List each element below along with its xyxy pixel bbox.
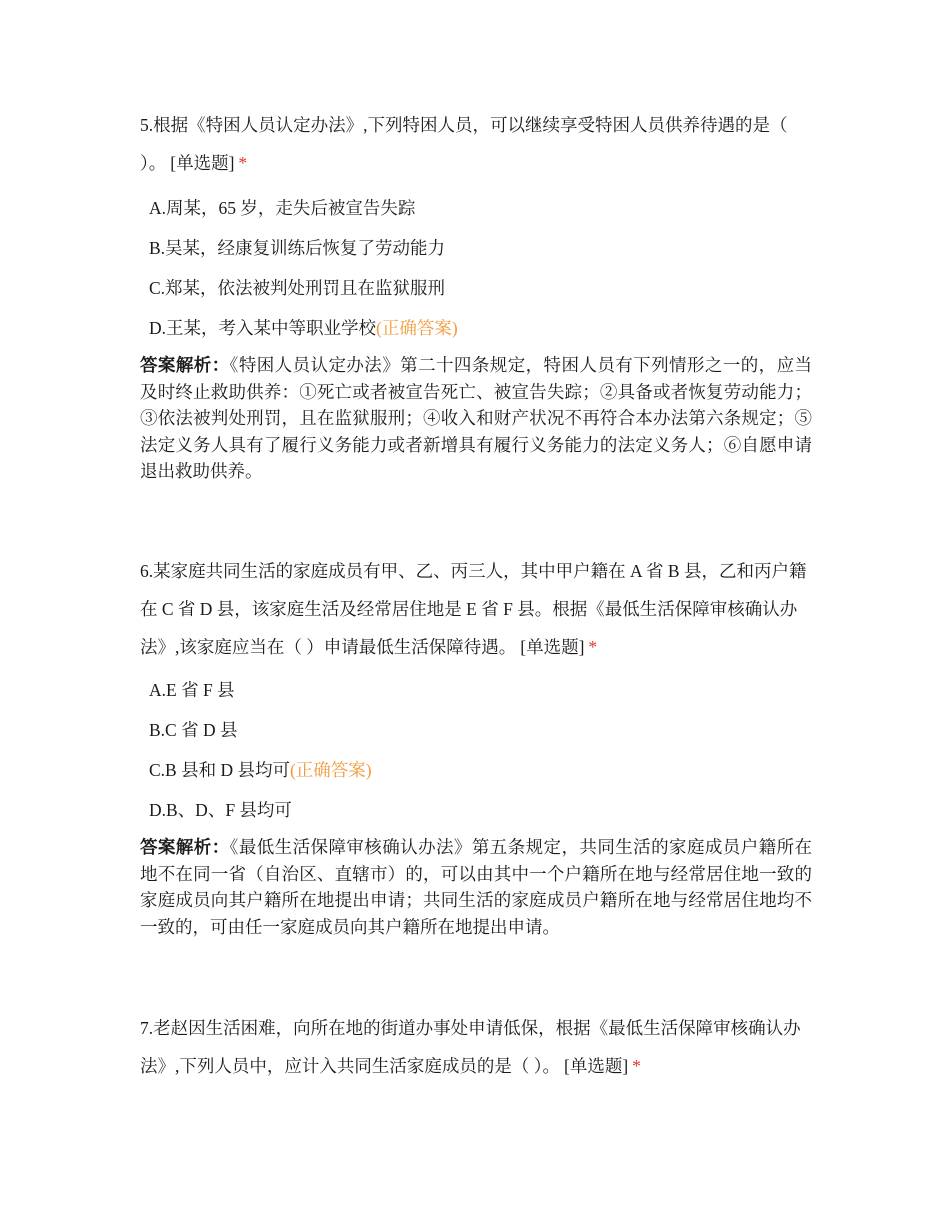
option-text: C.B 县和 D 县均可 bbox=[149, 760, 290, 780]
question-text bbox=[140, 1009, 812, 1085]
question-stem: 6.某家庭共同生活的家庭成员有甲、乙、丙三人，其中甲户籍在 A 省 B 县，乙和丙户籍在 C 省 D 县，该家庭生活及经常居住地是 E 省 F 县。根据《最低生活保障审核确认办法》,该家庭应当在（ ）申请最低生活保障待遇。 bbox=[140, 561, 807, 657]
question-7 bbox=[140, 1009, 812, 1085]
option-b[interactable] bbox=[149, 228, 812, 268]
correct-answer-label: (正确答案) bbox=[376, 318, 458, 338]
question-5 bbox=[140, 106, 812, 485]
option-text: D.B、D、F 县均可 bbox=[149, 800, 292, 820]
question-stem: 7.老赵因生活困难，向所在地的街道办事处申请低保，根据《最低生活保障审核确认办法》,下列人员中，应计入共同生活家庭成员的是（ ）。 bbox=[140, 1018, 801, 1076]
question-type-label: [单选题] bbox=[170, 153, 235, 173]
option-a[interactable] bbox=[149, 670, 812, 710]
option-text: B.吴某，经康复训练后恢复了劳动能力 bbox=[149, 238, 446, 258]
analysis-text: 《最低生活保障审核确认办法》第五条规定，共同生活的家庭成员户籍所在地不在同一省（自治区、直辖市）的，可以由其中一个户籍所在地与经常居住地一致的家庭成员向其户籍所在地提出申请；共同生活的家庭成员户籍所在地与经常居住地均不一致的，可由任一家庭成员向其户籍所在地提出申请。 bbox=[140, 837, 813, 937]
option-d[interactable] bbox=[149, 308, 812, 348]
options-list bbox=[149, 670, 812, 830]
option-d[interactable] bbox=[149, 790, 812, 830]
question-text bbox=[140, 106, 812, 182]
analysis-text: 《特困人员认定办法》第二十四条规定，特困人员有下列情形之一的，应当及时终止救助供养：①死亡或者被宣告死亡、被宣告失踪；②具备或者恢复劳动能力；③依法被判处刑罚，且在监狱服刑；④收入和财产状况不再符合本办法第六条规定；⑤法定义务人具有了履行义务能力或者新增具有履行义务能力的法定义务人；⑥自愿申请退出救助供养。 bbox=[140, 355, 813, 481]
option-c[interactable] bbox=[149, 750, 812, 790]
required-mark: * bbox=[238, 153, 248, 173]
option-text: A.周某，65 岁，走失后被宣告失踪 bbox=[149, 198, 416, 218]
question-text bbox=[140, 552, 812, 666]
option-b[interactable] bbox=[149, 710, 812, 750]
answer-analysis bbox=[140, 834, 812, 940]
question-type-label: [单选题] bbox=[564, 1056, 629, 1076]
question-type-label: [单选题] bbox=[520, 637, 585, 657]
option-a[interactable] bbox=[149, 188, 812, 228]
option-c[interactable] bbox=[149, 268, 812, 308]
analysis-label: 答案解析： bbox=[140, 355, 230, 375]
required-mark: * bbox=[632, 1056, 641, 1076]
required-mark: * bbox=[588, 637, 598, 657]
option-text: D.王某，考入某中等职业学校 bbox=[149, 318, 377, 338]
analysis-label: 答案解析： bbox=[140, 837, 230, 857]
question-6 bbox=[140, 552, 812, 940]
option-text: B.C 省 D 县 bbox=[149, 720, 238, 740]
option-text: C.郑某，依法被判处刑罚且在监狱服刑 bbox=[149, 278, 446, 298]
answer-analysis bbox=[140, 352, 812, 485]
option-text: A.E 省 F 县 bbox=[149, 680, 235, 700]
question-stem: 5.根据《特困人员认定办法》,下列特困人员，可以继续享受特困人员供养待遇的是（ ）。 bbox=[140, 115, 788, 173]
options-list bbox=[149, 188, 812, 348]
correct-answer-label: (正确答案) bbox=[289, 760, 372, 780]
